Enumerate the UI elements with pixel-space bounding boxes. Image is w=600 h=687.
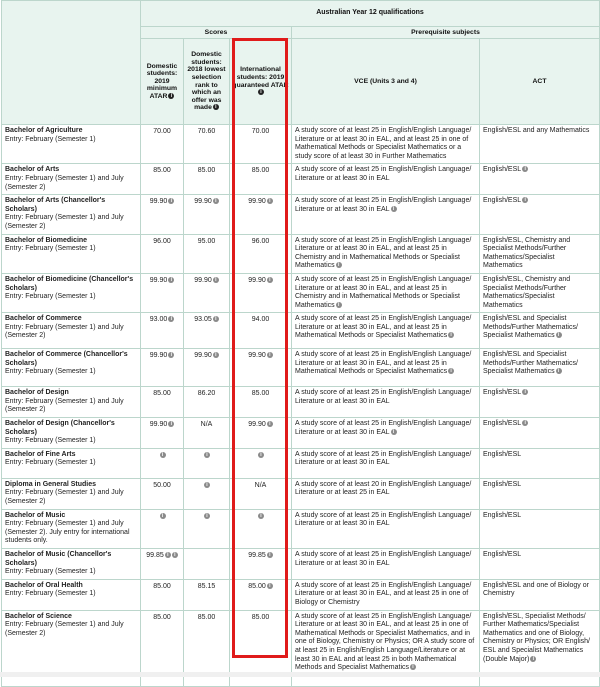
course-entry: Entry: February (Semester 1) <box>5 245 96 253</box>
course-cell <box>2 195 141 234</box>
col-domestic-min: Domestic students: 2019 minimum ATAR i <box>141 39 184 125</box>
vce-cell: A study score of at least 25 in English/English Language/ Literature or at least 30 in EAL, and at least 25 in one of Mathematical Methods or Specialist Mathematics or a study score of at least 30 in Further Mathematics <box>292 125 480 164</box>
course-entry: Entry: February (Semester 1) <box>5 590 96 598</box>
course-name[interactable]: Bachelor of Agriculture <box>5 127 83 134</box>
domestic-min-cell: 96.00 <box>141 234 184 273</box>
course-cell <box>2 234 141 273</box>
domestic-lowest-cell <box>184 448 230 478</box>
info-icon[interactable]: i <box>530 656 536 662</box>
col-act: ACT <box>480 39 600 125</box>
vce-cell: A study score of at least 20 in English/English Language/ Literature or at least 25 in EAL <box>292 478 480 509</box>
domestic-min-cell: 99.90 i <box>141 195 184 234</box>
course-entry: Entry: February (Semester 1) <box>5 293 96 301</box>
international-cell: 70.00 <box>230 125 292 164</box>
info-icon[interactable]: i <box>522 197 528 203</box>
course-name[interactable]: Bachelor of Commerce (Chancellor's Scholars) <box>5 351 128 367</box>
vce-cell: A study score of at least 25 in English/English Language/ Literature or at least 30 in EAL <box>292 164 480 195</box>
domestic-min-cell: 85.00 <box>141 387 184 418</box>
table-row <box>2 579 600 610</box>
info-icon[interactable]: i <box>448 332 454 338</box>
course-entry: Entry: February (Semester 1) <box>5 459 96 467</box>
course-cell <box>2 418 141 449</box>
domestic-lowest-cell <box>184 549 230 580</box>
course-entry: Entry: February (Semester 1) <box>5 568 96 576</box>
domestic-lowest-cell: 99.90 i <box>184 195 230 234</box>
act-cell: English/ESL i <box>480 387 600 418</box>
info-icon[interactable]: i <box>213 277 219 283</box>
info-icon[interactable]: i <box>168 352 174 358</box>
info-icon[interactable]: i <box>391 206 397 212</box>
page-bottom-edge <box>0 672 600 677</box>
info-icon[interactable]: i <box>258 452 264 458</box>
international-cell: 96.00 <box>230 234 292 273</box>
info-icon[interactable]: i <box>522 389 528 395</box>
vce-cell: A study score of at least 25 in English/English Language/ Literature or at least 30 in EAL <box>292 549 480 580</box>
international-cell: 85.00 <box>230 164 292 195</box>
info-icon[interactable]: i <box>556 368 562 374</box>
international-cell: 94.00 <box>230 313 292 349</box>
info-icon[interactable]: i <box>213 104 219 110</box>
international-cell <box>230 509 292 548</box>
course-cell <box>2 509 141 548</box>
table-row <box>2 125 600 164</box>
course-cell <box>2 164 141 195</box>
course-cell <box>2 273 141 312</box>
atar-requirements-table <box>1 0 600 687</box>
domestic-min-cell <box>141 509 184 548</box>
info-icon[interactable]: i <box>168 93 174 99</box>
info-icon[interactable]: i <box>213 352 219 358</box>
info-icon[interactable]: i <box>258 89 264 95</box>
info-icon[interactable]: i <box>522 420 528 426</box>
domestic-min-cell: 99.90 i <box>141 349 184 387</box>
scores-title: Scores <box>141 27 292 39</box>
course-name[interactable]: Bachelor of Oral Health <box>5 581 83 589</box>
international-cell: 85.00 i <box>230 579 292 610</box>
course-name[interactable]: Bachelor of Music <box>5 511 66 519</box>
course-name[interactable]: Bachelor of Arts (Chancellor's Scholars) <box>5 197 106 213</box>
vce-cell: A study score of at least 25 in English/English Language/ Literature or at least 30 in EAL, and at least 25 in Chemistry and in Mathematical Methods or Specialist Mathematics i <box>292 273 480 312</box>
table-row <box>2 387 600 418</box>
domestic-lowest-cell: 95.00 <box>184 234 230 273</box>
domestic-lowest-cell <box>184 509 230 548</box>
vce-cell: A study score of at least 25 in English/English Language/ Literature or at least 30 in EAL, and at least 25 in Mathematical Methods or Specialist Mathematics i <box>292 349 480 387</box>
course-name[interactable]: Bachelor of Science <box>5 612 72 620</box>
course-cell <box>2 349 141 387</box>
domestic-lowest-cell: 85.00 <box>184 164 230 195</box>
info-icon[interactable]: i <box>165 552 171 558</box>
course-name[interactable]: Bachelor of Design <box>5 389 69 397</box>
course-cell <box>2 448 141 478</box>
domestic-min-cell: 99.85 i i <box>141 549 184 580</box>
vce-cell: A study score of at least 25 in English/English Language/ Literature or at least 30 in EAL, and at least 25 in one of Mathematical Methods or Specialist Mathematics, and in one of Biology, Chemistry or Physics; OR A study score of at least 25 in English/English Language/Literature or at least 30 in EAL and at least 25 in both Mathematical Methods and Specialist Mathematics i <box>292 610 480 686</box>
international-cell: 99.85 i <box>230 549 292 580</box>
domestic-lowest-cell: 70.60 <box>184 125 230 164</box>
act-cell: English/ESL <box>480 448 600 478</box>
info-icon[interactable]: i <box>168 277 174 283</box>
domestic-min-cell: 85.00 <box>141 579 184 610</box>
info-icon[interactable]: i <box>391 429 397 435</box>
info-icon[interactable]: i <box>556 332 562 338</box>
vce-cell: A study score of at least 25 in English/English Language/ Literature or at least 30 in EAL i <box>292 195 480 234</box>
act-cell: English/ESL and one of Biology or Chemistry <box>480 579 600 610</box>
domestic-min-cell: 99.90 i <box>141 418 184 449</box>
act-cell: English/ESL, Specialist Methods/ Further Mathematics/Specialist Mathematics and one of Biology, Chemistry or Physics; OR English/ ESL and Specialist Mathematics (Double Major) i <box>480 610 600 686</box>
info-icon[interactable]: i <box>258 513 264 519</box>
course-name[interactable]: Bachelor of Design (Chancellor's Scholars) <box>5 420 115 436</box>
course-entry: Entry: February (Semester 1) and July (Semester 2) <box>5 323 124 340</box>
course-header-blank <box>2 1 141 125</box>
table-row <box>2 418 600 449</box>
table-row <box>2 448 600 478</box>
course-name[interactable]: Bachelor of Fine Arts <box>5 450 76 458</box>
domestic-min-cell: 93.00 i <box>141 313 184 349</box>
domestic-lowest-cell: 99.90 i <box>184 349 230 387</box>
course-entry: Entry: February (Semester 1) and July (Semester 2) <box>5 621 124 637</box>
info-icon[interactable]: i <box>267 352 273 358</box>
course-name[interactable]: Diploma in General Studies <box>5 480 97 488</box>
info-icon[interactable]: i <box>168 316 174 322</box>
course-entry: Entry: February (Semester 1) <box>5 135 96 143</box>
course-entry: Entry: February (Semester 1) and July (Semester 2) <box>5 174 124 191</box>
international-cell: 99.90 i <box>230 349 292 387</box>
international-cell <box>230 448 292 478</box>
info-icon[interactable]: i <box>448 368 454 374</box>
domestic-lowest-cell: N/A <box>184 418 230 449</box>
info-icon[interactable]: i <box>267 198 273 204</box>
info-icon[interactable]: i <box>204 513 210 519</box>
prereq-title: Prerequisite subjects <box>292 27 600 39</box>
international-cell: 85.00 <box>230 387 292 418</box>
info-icon[interactable]: i <box>160 513 166 519</box>
table-row <box>2 273 600 312</box>
course-entry: Entry: February (Semester 1) and July (Semester 2) <box>5 214 124 230</box>
vce-cell: A study score of at least 25 in English/English Language/ Literature or at least 30 in EAL <box>292 448 480 478</box>
table-row <box>2 478 600 509</box>
domestic-min-cell: 50.00 <box>141 478 184 509</box>
info-icon[interactable]: i <box>168 198 174 204</box>
info-icon[interactable]: i <box>267 277 273 283</box>
vce-cell: A study score of at least 25 in English/English Language/ Literature or at least 30 in EAL, and at least 25 in one of Biology or Chemistry <box>292 579 480 610</box>
info-icon[interactable]: i <box>172 552 178 558</box>
course-name[interactable]: Bachelor of Commerce <box>5 315 82 323</box>
info-icon[interactable]: i <box>267 583 273 589</box>
vce-cell: A study score of at least 25 in English/English Language/ Literature or at least 30 in EAL <box>292 509 480 548</box>
course-cell <box>2 478 141 509</box>
domestic-lowest-cell: 93.05 i <box>184 313 230 349</box>
domestic-lowest-cell <box>184 478 230 509</box>
col-vce: VCE (Units 3 and 4) <box>292 39 480 125</box>
course-cell <box>2 549 141 580</box>
info-icon[interactable]: i <box>336 262 342 268</box>
course-entry: Entry: February (Semester 1) and July (Semester 2) <box>5 489 124 506</box>
table-row <box>2 195 600 234</box>
international-cell: 99.90 i <box>230 273 292 312</box>
course-name[interactable]: Bachelor of Arts <box>5 166 60 174</box>
info-icon[interactable]: i <box>213 198 219 204</box>
course-name[interactable]: Bachelor of Biomedicine <box>5 236 88 244</box>
act-cell: English/ESL i <box>480 195 600 234</box>
info-icon[interactable]: i <box>204 482 210 488</box>
domestic-min-cell: 99.90 i <box>141 273 184 312</box>
vce-cell: A study score of at least 25 in English/English Language/ Literature or at least 30 in EAL i <box>292 418 480 449</box>
course-name[interactable]: Bachelor of Biomedicine (Chancellor's Scholars) <box>5 275 134 292</box>
table-row <box>2 234 600 273</box>
international-cell: 99.90 i <box>230 195 292 234</box>
domestic-lowest-cell: 85.00 <box>184 610 230 686</box>
info-icon[interactable]: i <box>267 552 273 558</box>
course-entry: Entry: February (Semester 1) and July (Semester 2). July entry for international students only. <box>5 520 130 545</box>
course-name[interactable]: Bachelor of Music (Chancellor's Scholars) <box>5 551 112 567</box>
international-cell: 99.90 i <box>230 418 292 449</box>
table-row <box>2 313 600 349</box>
domestic-min-cell <box>141 448 184 478</box>
info-icon[interactable]: i <box>213 316 219 322</box>
table-row <box>2 509 600 548</box>
international-cell: N/A <box>230 478 292 509</box>
domestic-lowest-cell: 99.90 i <box>184 273 230 312</box>
act-cell: English/ESL i <box>480 418 600 449</box>
domestic-lowest-cell: 85.15 <box>184 579 230 610</box>
act-cell: English/ESL and any Mathematics <box>480 125 600 164</box>
course-entry: Entry: February (Semester 1) <box>5 437 96 445</box>
international-cell: 85.00 <box>230 610 292 686</box>
info-icon[interactable]: i <box>168 421 174 427</box>
course-cell <box>2 125 141 164</box>
info-icon[interactable]: i <box>267 421 273 427</box>
domestic-lowest-cell: 86.20 <box>184 387 230 418</box>
act-cell: English/ESL and Specialist Methods/Further Mathematics/ Specialist Mathematics i <box>480 349 600 387</box>
vce-cell: A study score of at least 25 in English/English Language/ Literature or at least 30 in EAL, and at least 25 in Mathematical Methods or Specialist Mathematics i <box>292 313 480 349</box>
domestic-min-cell: 85.00 <box>141 610 184 686</box>
table-row <box>2 549 600 580</box>
act-cell: English/ESL, Chemistry and Specialist Methods/Further Mathematics/Specialist Mathematics <box>480 234 600 273</box>
course-entry: Entry: February (Semester 1) and July (Semester 2) <box>5 397 124 414</box>
domestic-min-cell: 70.00 <box>141 125 184 164</box>
act-cell: English/ESL, Chemistry and Specialist Methods/Further Mathematics/Specialist Mathematics <box>480 273 600 312</box>
table-row <box>2 164 600 195</box>
course-cell <box>2 313 141 349</box>
act-cell: English/ESL <box>480 478 600 509</box>
info-icon[interactable]: i <box>410 664 416 670</box>
col-international: International students: 2019 guaranteed ATARi <box>230 39 292 125</box>
act-cell: English/ESL <box>480 509 600 548</box>
info-icon[interactable]: i <box>522 166 528 172</box>
vce-cell: A study score of at least 25 in English/English Language/ Literature or at least 30 in EAL <box>292 387 480 418</box>
course-entry: Entry: February (Semester 1) <box>5 368 96 376</box>
info-icon[interactable]: i <box>160 452 166 458</box>
table-row <box>2 349 600 387</box>
col-domestic-lowest: Domestic students: 2018 lowest selection rank to which an offer was made i <box>184 39 230 125</box>
act-cell: English/ESL i <box>480 164 600 195</box>
course-cell <box>2 579 141 610</box>
group-title: Australian Year 12 qualifications <box>141 1 600 27</box>
act-cell: English/ESL <box>480 549 600 580</box>
domestic-min-cell: 85.00 <box>141 164 184 195</box>
info-icon[interactable]: i <box>336 302 342 308</box>
act-cell: English/ESL and Specialist Methods/Further Mathematics/ Specialist Mathematics i <box>480 313 600 349</box>
info-icon[interactable]: i <box>204 452 210 458</box>
course-cell <box>2 387 141 418</box>
vce-cell: A study score of at least 25 in English/English Language/ Literature or at least 30 in EAL, and at least 25 in Chemistry and in Mathematical Methods or Specialist Mathematics i <box>292 234 480 273</box>
